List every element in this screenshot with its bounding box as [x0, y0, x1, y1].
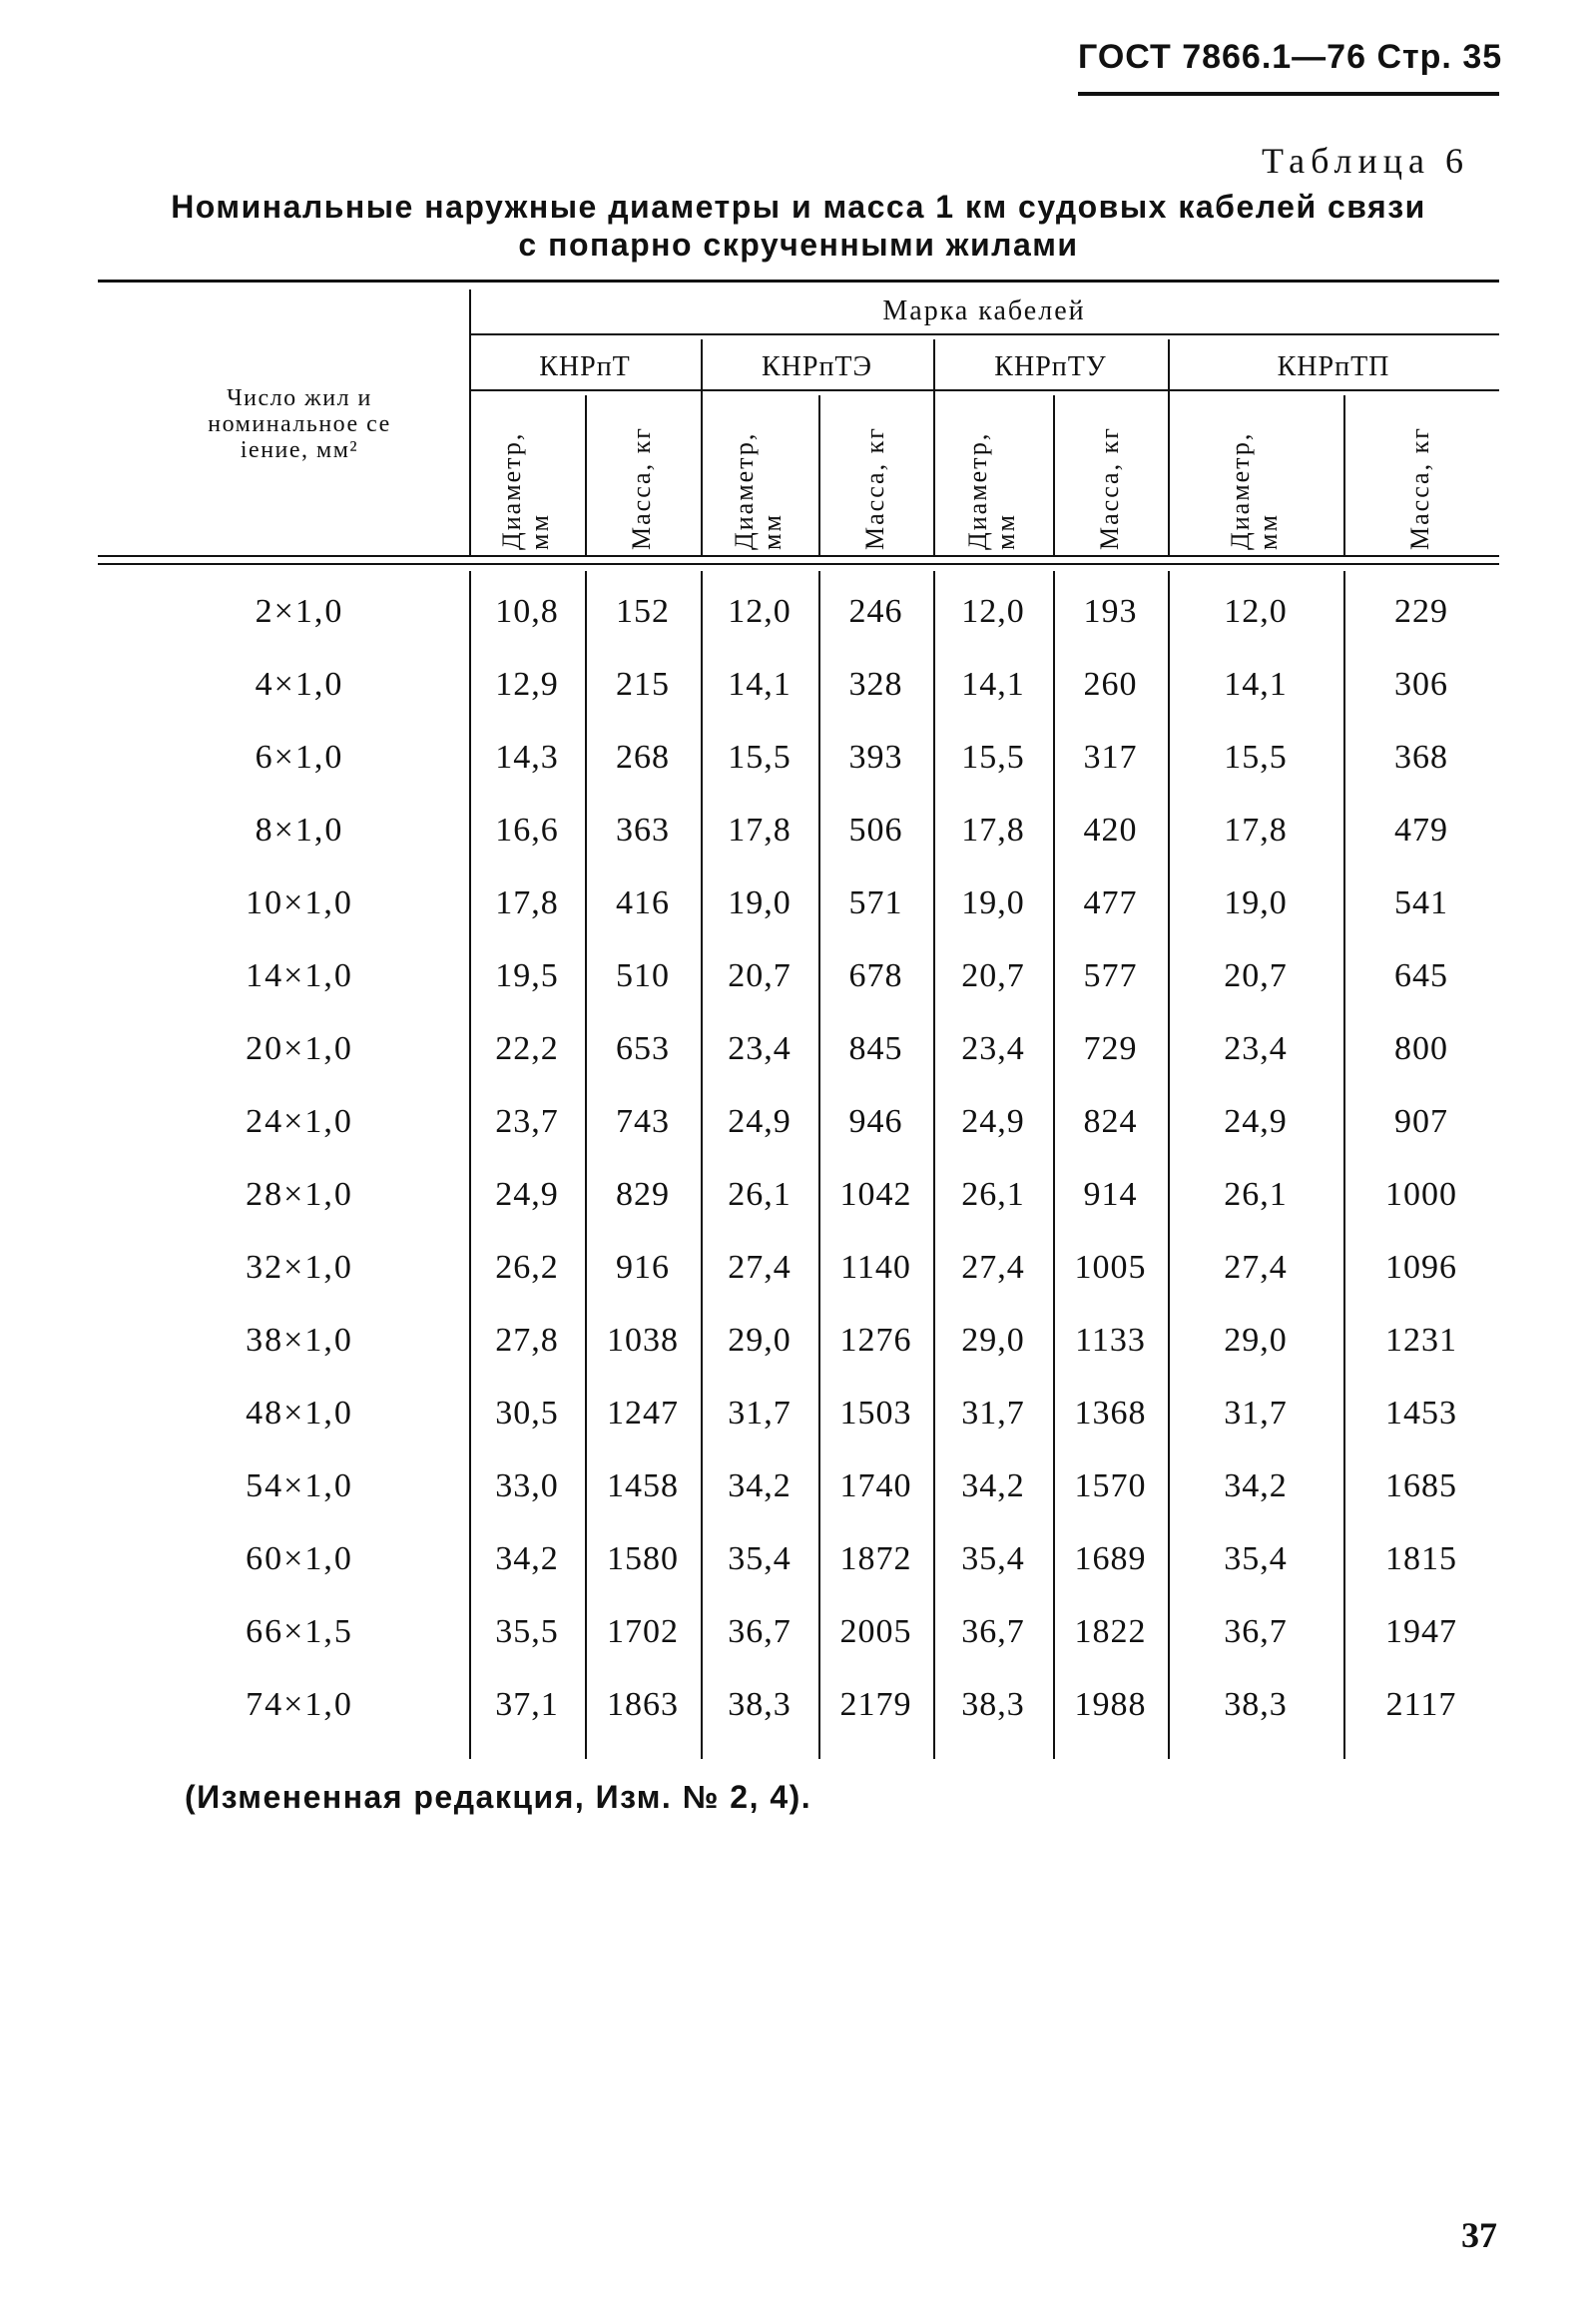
header-bottom-rule-1 [98, 555, 1499, 557]
group-header: Марка кабелей [882, 295, 1086, 326]
sub-header-diameter: Диаметр, мм [1226, 431, 1283, 550]
table-cell: 15,5 [728, 739, 792, 776]
table-cell: 14,1 [961, 666, 1025, 703]
table-cell: 12,9 [495, 666, 559, 703]
table-cell: 24,9 [495, 1176, 559, 1213]
mark-header-knrpte: КНРпТЭ [761, 351, 873, 382]
table-cell: 20,7 [961, 957, 1025, 994]
table-cell: 653 [616, 1030, 670, 1067]
table-cell: 577 [1083, 957, 1138, 994]
table-cell: 215 [616, 666, 670, 703]
table-cell: 645 [1394, 957, 1448, 994]
table-cell: 506 [848, 812, 903, 849]
title-line-1: Номинальные наружные диаметры и масса 1 км судовых кабелей связи [171, 189, 1426, 225]
table-cell: 16,6 [495, 812, 559, 849]
table-cell: 35,4 [1224, 1540, 1288, 1577]
table-cell: 31,7 [728, 1395, 792, 1432]
table-cell: 193 [1083, 593, 1138, 630]
mark-header-knrpt: КНРпТ [539, 351, 631, 382]
table-cell: 1872 [839, 1540, 912, 1577]
sub-divider-3 [1053, 395, 1055, 555]
row-label: 8×1,0 [255, 812, 344, 849]
row-label: 6×1,0 [255, 739, 344, 776]
stub-header: Число жил и номинальное се іение, мм² [208, 385, 391, 463]
row-label: 38×1,0 [246, 1322, 353, 1359]
table-cell: 17,8 [495, 884, 559, 921]
table-cell: 907 [1394, 1103, 1448, 1140]
header-bottom-rule-2 [98, 563, 1499, 565]
stub-divider [469, 289, 471, 555]
table-cell: 36,7 [1224, 1613, 1288, 1650]
table-cell: 246 [848, 593, 903, 630]
row-label: 4×1,0 [255, 666, 344, 703]
amendment-note: (Измененная редакция, Изм. № 2, 4). [185, 1779, 812, 1815]
table-cell: 368 [1394, 739, 1448, 776]
row-label: 54×1,0 [246, 1467, 353, 1504]
table-cell: 31,7 [961, 1395, 1025, 1432]
table-cell: 678 [848, 957, 903, 994]
table-cell: 914 [1083, 1176, 1138, 1213]
table-cell: 19,0 [961, 884, 1025, 921]
table-cell: 328 [848, 666, 903, 703]
table-cell: 35,5 [495, 1613, 559, 1650]
row-label: 48×1,0 [246, 1395, 353, 1432]
table-cell: 1005 [1074, 1249, 1147, 1286]
table-cell: 19,5 [495, 957, 559, 994]
table-cell: 800 [1394, 1030, 1448, 1067]
table-cell: 946 [848, 1103, 903, 1140]
row-label: 74×1,0 [246, 1686, 353, 1723]
mark-header-knrptu: КНРпТУ [994, 351, 1107, 382]
table-cell: 1247 [607, 1395, 679, 1432]
table-cell: 1988 [1074, 1686, 1147, 1723]
sub-header-diameter: Диаметр, мм [963, 431, 1020, 550]
table-cell: 1863 [607, 1686, 679, 1723]
table-cell: 14,3 [495, 739, 559, 776]
table-cell: 824 [1083, 1103, 1138, 1140]
table-cell: 27,8 [495, 1322, 559, 1359]
table-label: Таблица 6 [1262, 141, 1469, 181]
row-label: 28×1,0 [246, 1176, 353, 1213]
sub-header-diameter: Диаметр, мм [730, 431, 787, 550]
sub-header-mass: Масса, кг [627, 426, 656, 550]
table-cell: 1702 [607, 1613, 679, 1650]
table-cell: 26,1 [1224, 1176, 1288, 1213]
table-cell: 2179 [839, 1686, 912, 1723]
row-label: 14×1,0 [246, 957, 353, 994]
table-cell: 306 [1394, 666, 1448, 703]
sub-divider-4 [1343, 395, 1345, 555]
table-cell: 17,8 [961, 812, 1025, 849]
table-cell: 1276 [839, 1322, 912, 1359]
row-label: 24×1,0 [246, 1103, 353, 1140]
table-cell: 20,7 [728, 957, 792, 994]
table-cell: 416 [616, 884, 670, 921]
table-cell: 29,0 [961, 1322, 1025, 1359]
table-cell: 1815 [1385, 1540, 1457, 1577]
table-cell: 1133 [1075, 1322, 1146, 1359]
table-cell: 229 [1394, 593, 1448, 630]
table-cell: 1689 [1074, 1540, 1147, 1577]
table-cell: 24,9 [728, 1103, 792, 1140]
row-label: 10×1,0 [246, 884, 353, 921]
table-cell: 17,8 [728, 812, 792, 849]
table-cell: 34,2 [961, 1467, 1025, 1504]
table-cell: 29,0 [728, 1322, 792, 1359]
table-cell: 34,2 [495, 1540, 559, 1577]
sub-header-diameter: Диаметр, мм [497, 431, 554, 550]
table-cell: 12,0 [728, 593, 792, 630]
table-cell: 27,4 [961, 1249, 1025, 1286]
table-cell: 510 [616, 957, 670, 994]
table-cell: 34,2 [728, 1467, 792, 1504]
table-cell: 12,0 [1224, 593, 1288, 630]
table-cell: 1096 [1385, 1249, 1457, 1286]
table-cell: 1038 [607, 1322, 679, 1359]
table-cell: 1000 [1385, 1176, 1457, 1213]
table-cell: 743 [616, 1103, 670, 1140]
table-cell: 1822 [1074, 1613, 1147, 1650]
table-cell: 363 [616, 812, 670, 849]
table-cell: 26,2 [495, 1249, 559, 1286]
table-cell: 31,7 [1224, 1395, 1288, 1432]
running-header: ГОСТ 7866.1—76 Стр. 35 [1078, 38, 1503, 76]
table-cell: 260 [1083, 666, 1138, 703]
table-cell: 27,4 [728, 1249, 792, 1286]
table-cell: 1140 [840, 1249, 911, 1286]
table-cell: 34,2 [1224, 1467, 1288, 1504]
table-cell: 15,5 [961, 739, 1025, 776]
table-cell: 1503 [839, 1395, 912, 1432]
table-cell: 38,3 [1224, 1686, 1288, 1723]
sub-divider-1 [585, 395, 587, 555]
table-cell: 20,7 [1224, 957, 1288, 994]
table-cell: 23,7 [495, 1103, 559, 1140]
table-cell: 23,4 [728, 1030, 792, 1067]
table-cell: 916 [616, 1249, 670, 1286]
table-cell: 24,9 [961, 1103, 1025, 1140]
table-cell: 36,7 [728, 1613, 792, 1650]
row-label: 2×1,0 [255, 593, 344, 630]
table-cell: 2005 [839, 1613, 912, 1650]
table-cell: 26,1 [961, 1176, 1025, 1213]
sub-header-mass: Масса, кг [1094, 426, 1124, 550]
sub-header-mass: Масса, кг [859, 426, 889, 550]
sub-divider-2 [818, 395, 820, 555]
table-cell: 2117 [1385, 1686, 1457, 1723]
table-cell: 14,1 [1224, 666, 1288, 703]
row-label: 60×1,0 [246, 1540, 353, 1577]
table-cell: 479 [1394, 812, 1448, 849]
table-cell: 1947 [1385, 1613, 1457, 1650]
table-cell: 1580 [607, 1540, 679, 1577]
table-cell: 420 [1083, 812, 1138, 849]
table-cell: 10,8 [495, 593, 559, 630]
table-cell: 393 [848, 739, 903, 776]
page-number: 37 [1461, 2215, 1497, 2255]
table-cell: 317 [1083, 739, 1138, 776]
sub-header-mass: Масса, кг [1405, 426, 1434, 550]
table-cell: 1570 [1074, 1467, 1147, 1504]
table-cell: 1685 [1385, 1467, 1457, 1504]
table-cell: 38,3 [728, 1686, 792, 1723]
table-cell: 22,2 [495, 1030, 559, 1067]
table-cell: 38,3 [961, 1686, 1025, 1723]
row-label: 66×1,5 [246, 1613, 353, 1650]
table-cell: 477 [1083, 884, 1138, 921]
table-cell: 152 [616, 593, 670, 630]
table-cell: 26,1 [728, 1176, 792, 1213]
table-cell: 12,0 [961, 593, 1025, 630]
group-header-rule [469, 333, 1499, 335]
table-cell: 1368 [1074, 1395, 1147, 1432]
row-label: 20×1,0 [246, 1030, 353, 1067]
table-top-rule [98, 280, 1499, 283]
table-cell: 37,1 [495, 1686, 559, 1723]
mark-header-knrptp: КНРпТП [1277, 351, 1390, 382]
table-cell: 729 [1083, 1030, 1138, 1067]
table-cell: 14,1 [728, 666, 792, 703]
table-cell: 35,4 [961, 1540, 1025, 1577]
table-cell: 35,4 [728, 1540, 792, 1577]
table-cell: 1458 [607, 1467, 679, 1504]
table-cell: 829 [616, 1176, 670, 1213]
table-cell: 30,5 [495, 1395, 559, 1432]
table-cell: 1042 [839, 1176, 912, 1213]
table-cell: 29,0 [1224, 1322, 1288, 1359]
table-cell: 15,5 [1224, 739, 1288, 776]
table-cell: 24,9 [1224, 1103, 1288, 1140]
title-line-2: с попарно скрученными жилами [518, 227, 1079, 263]
table-cell: 571 [848, 884, 903, 921]
mark-header-rule [469, 389, 1499, 391]
table-cell: 27,4 [1224, 1249, 1288, 1286]
table-cell: 541 [1394, 884, 1448, 921]
table-cell: 23,4 [961, 1030, 1025, 1067]
table-cell: 23,4 [1224, 1030, 1288, 1067]
table-cell: 33,0 [495, 1467, 559, 1504]
table-cell: 19,0 [1224, 884, 1288, 921]
row-label: 32×1,0 [246, 1249, 353, 1286]
table-cell: 17,8 [1224, 812, 1288, 849]
table-cell: 845 [848, 1030, 903, 1067]
table-cell: 1740 [839, 1467, 912, 1504]
table-cell: 19,0 [728, 884, 792, 921]
table-cell: 1231 [1385, 1322, 1457, 1359]
table-cell: 1453 [1385, 1395, 1457, 1432]
table-cell: 268 [616, 739, 670, 776]
table-cell: 36,7 [961, 1613, 1025, 1650]
